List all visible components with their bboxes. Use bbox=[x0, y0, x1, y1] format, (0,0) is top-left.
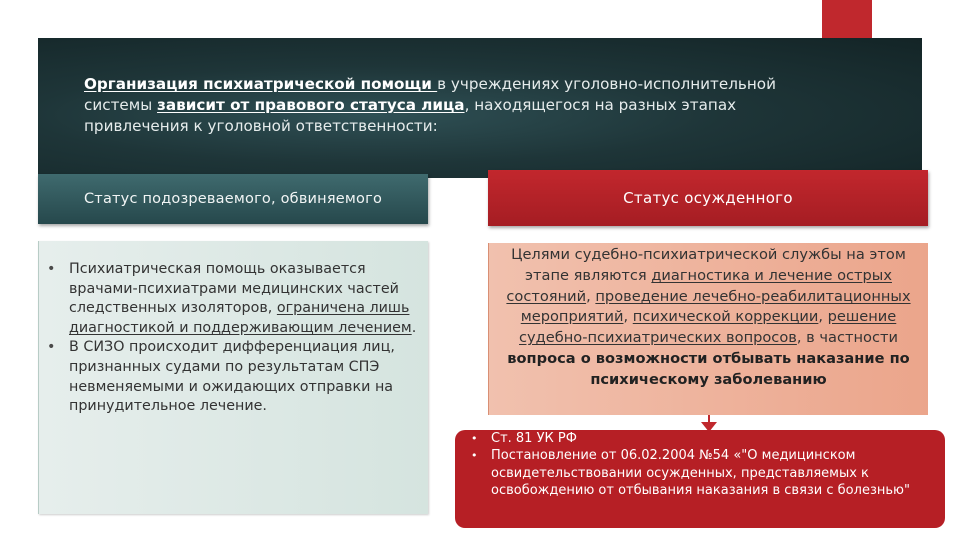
convict-text-8: решение судебно-психиатрических вопросов bbox=[519, 308, 897, 347]
suspect-status-box bbox=[38, 174, 428, 224]
convict-text-3: , bbox=[586, 287, 596, 305]
convict-text-5: , bbox=[623, 308, 633, 326]
legal-basis-list bbox=[455, 430, 945, 500]
header-part1: Организация психиатрической помощи bbox=[84, 75, 438, 93]
convict-text-2: диагностика и лечение острых состояний bbox=[506, 266, 892, 305]
header-part4: , находящегося на разных этапах привлечения к уголовной ответственности: bbox=[84, 96, 737, 135]
convict-goals-text bbox=[489, 243, 928, 391]
convict-content-panel bbox=[488, 243, 928, 415]
convict-text-9: , в частности bbox=[796, 329, 898, 347]
suspect-bullet-1-a: Психиатрическая помощь оказывается врачами-психиатрами медицинских частей следственных изоляторов, bbox=[69, 261, 399, 317]
suspect-bullet-1-b: ограничена лишь диагностикой и поддерживающим лечением bbox=[69, 300, 412, 336]
header-text bbox=[84, 74, 784, 137]
suspect-status-title: Статус подозреваемого, обвиняемого bbox=[83, 191, 383, 207]
suspect-bullet-1 bbox=[69, 260, 418, 338]
convict-text-4: проведение лечебно-реабилитационных мероприятий bbox=[520, 287, 911, 326]
legal-basis-item-1: • Ст. 81 УК РФ bbox=[491, 430, 931, 447]
convict-text-10: вопроса о возможности отбывать наказание по психическому заболеванию bbox=[507, 349, 910, 388]
header-part2: в учреждениях уголовно-исполнительной системы bbox=[84, 75, 776, 114]
suspect-bullet-2: • В СИЗО происходит дифференциация лиц, признанных судами по результатам СПЭ невменяемыми и ожидающих отправки на принудительное лечение. bbox=[69, 338, 418, 416]
suspect-bullet-list bbox=[39, 241, 428, 417]
convict-text-7: , bbox=[818, 308, 828, 326]
convict-status-title: Статус осужденного bbox=[623, 189, 793, 207]
convict-status-box bbox=[488, 170, 928, 226]
convict-text-6: психической коррекции bbox=[632, 308, 819, 326]
legal-basis-item-2: • Постановление от 06.02.2004 №54 «"О медицинском освидетельствовании осужденных, представляемых к освобождению от отбывания наказания в связи с болезнью" bbox=[491, 447, 931, 499]
suspect-bullet-1-c: . bbox=[411, 319, 417, 336]
header-part3: зависит от правового статуса лица bbox=[157, 96, 465, 114]
suspect-content-panel bbox=[38, 241, 428, 514]
legal-basis-box bbox=[455, 430, 945, 528]
convict-text-1: Целями судебно-психиатрической службы на этом этапе являются bbox=[511, 246, 906, 284]
